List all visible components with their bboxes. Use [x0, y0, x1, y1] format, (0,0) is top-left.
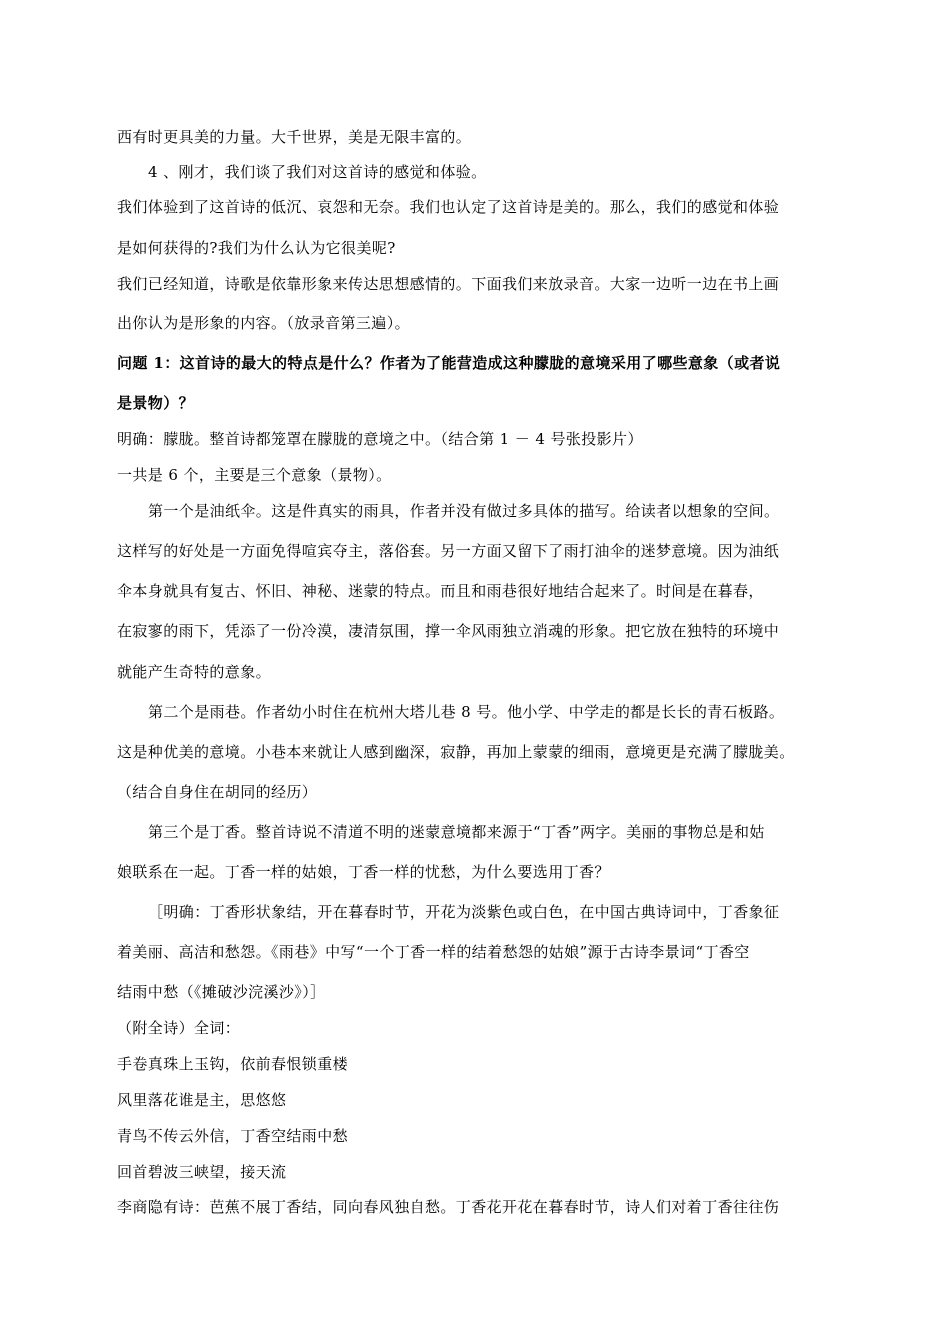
text-line: 出你认为是形象的内容。（放录音第三遍）。: [117, 314, 411, 332]
text-line: ［明确：丁香形状象结，开在暮春时节，开花为淡紫色或白色，在中国古典诗词中，丁香象征: [148, 903, 780, 921]
poem-line: 青鸟不传云外信，丁香空结雨中愁: [117, 1127, 349, 1145]
text-line: 这是种优美的意境。小巷本来就让人感到幽深，寂静，再加上蒙蒙的细雨，意境更是充满了朦胧美。: [117, 743, 795, 761]
poem-line: 风里落花谁是主，思悠悠: [117, 1091, 287, 1109]
text-line: 这样写的好处是一方面免得喧宾夺主，落俗套。另一方面又留下了雨打油伞的迷梦意境。因为油纸: [117, 542, 780, 560]
text-line: 就能产生奇特的意象。: [117, 663, 272, 681]
text-line: 是如何获得的?我们为什么认为它很美呢?: [117, 239, 396, 257]
poem-line: 手卷真珠上玉钩，依前春恨锁重楼: [117, 1055, 349, 1073]
text-line: 西有时更具美的力量。大千世界，美是无限丰富的。: [117, 128, 472, 146]
text-line: 结雨中愁（《摊破沙浣溪沙》）］: [117, 983, 326, 1001]
text-line: 在寂寥的雨下，凭添了一份冷漠，凄清氛围，撑一伞风雨独立消魂的形象。把它放在独特的环境中: [117, 622, 780, 640]
question-line: 问题 1：这首诗的最大的特点是什么？作者为了能营造成这种朦胧的意境采用了哪些意象（或者说: [117, 354, 781, 372]
text-line: 第一个是油纸伞。这是件真实的雨具，作者并没有做过多具体的描写。给读者以想象的空间。: [148, 502, 780, 520]
text-line: 第二个是雨巷。作者幼小时住在杭州大塔儿巷 8 号。他小学、中学走的都是长长的青石板路。: [148, 703, 785, 721]
text-line: 一共是 6 个，主要是三个意象（景物）。: [117, 466, 392, 484]
text-line: 明确：朦胧。整首诗都笼罩在朦胧的意境之中。（结合第 1 － 4 号张投影片）: [117, 430, 643, 448]
question-line: 是景物）？: [117, 394, 195, 412]
text-line: 李商隐有诗：芭蕉不展丁香结，同向春风独自愁。丁香花开花在暮春时节，诗人们对着丁香往往伤: [117, 1198, 780, 1216]
poem-line: 回首碧波三峡望，接天流: [117, 1163, 287, 1181]
text-line: （附全诗）全词：: [117, 1019, 241, 1037]
text-line: （结合自身住在胡同的经历）: [117, 783, 318, 801]
text-line: 第三个是丁香。整首诗说不清道不明的迷蒙意境都来源于“丁香”两字。美丽的事物总是和姑: [148, 823, 765, 841]
text-line: 伞本身就具有复古、怀旧、神秘、迷蒙的特点。而且和雨巷很好地结合起来了。时间是在暮春，: [117, 582, 764, 600]
text-line: 4 、刚才，我们谈了我们对这首诗的感觉和体验。: [148, 163, 487, 181]
text-line: 我们体验到了这首诗的低沉、哀怨和无奈。我们也认定了这首诗是美的。那么，我们的感觉和体验: [117, 198, 780, 216]
text-line: 娘联系在一起。丁香一样的姑娘，丁香一样的忧愁，为什么要选用丁香？: [117, 863, 610, 881]
text-line: 着美丽、高洁和愁怨。《雨巷》中写“一个丁香一样的结着愁怨的姑娘”源于古诗李景词“丁香空: [117, 943, 750, 961]
text-line: 我们已经知道，诗歌是依靠形象来传达思想感情的。下面我们来放录音。大家一边听一边在书上画: [117, 275, 780, 293]
